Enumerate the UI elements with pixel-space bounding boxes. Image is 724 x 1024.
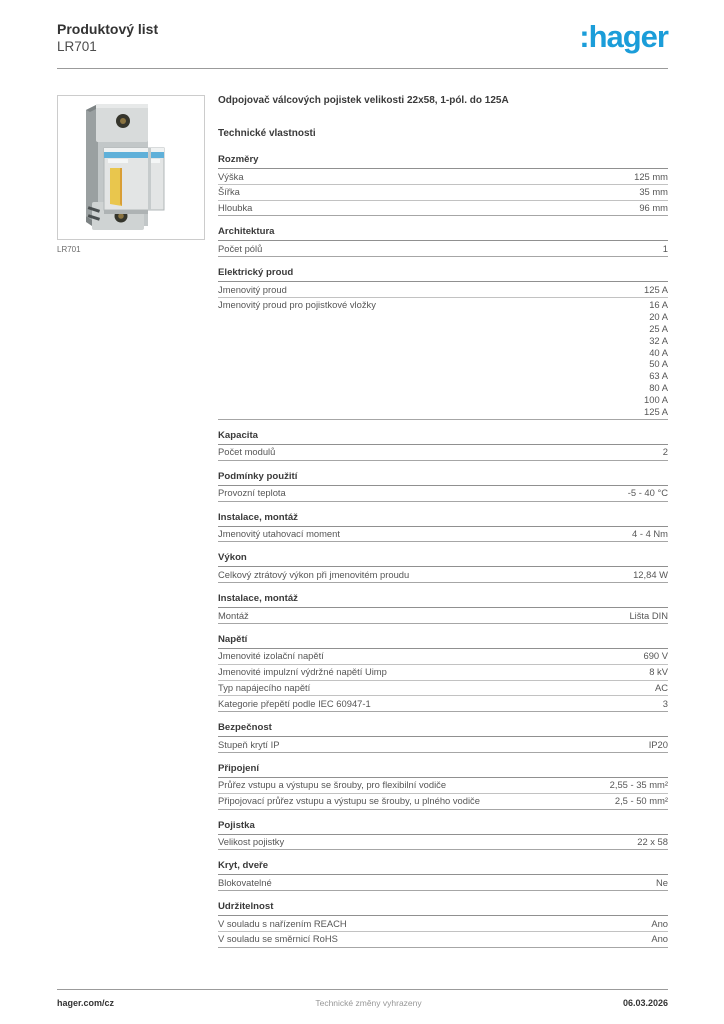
spec-row [218,737,668,753]
section-heading: Instalace, montáž [218,593,668,608]
spec-row-value [651,933,668,945]
tech-properties-heading: Technické vlastnosti [218,128,316,139]
spec-row-label: Jmenovitý proud [218,283,287,295]
spec-row-value [637,836,668,848]
header-divider [57,68,668,69]
spec-row [218,608,668,624]
spec-row-label: Typ napájecího napětí [218,682,311,694]
spec-section [218,634,668,712]
spec-value-line: 100 A [644,393,668,405]
spec-row-label: Montáž [218,609,249,621]
spec-value-line: -5 - 40 °C [627,487,668,499]
spec-row-label: Šířka [218,186,240,198]
spec-row [218,916,668,932]
spec-value-line: 2,55 - 35 mm² [609,779,668,791]
section-heading: Výkon [218,552,668,567]
spec-value-line: 20 A [649,311,668,323]
spec-value-line: AC [654,682,668,694]
spec-row [218,201,668,217]
footer-notice: Technické změny vyhrazeny [315,998,422,1008]
spec-row [218,282,668,298]
spec-row [218,185,668,201]
section-heading: Instalace, montáž [218,512,668,527]
header [57,21,158,55]
spec-row-value [663,446,668,458]
product-code: LR701 [57,39,97,54]
spec-row [218,169,668,185]
spec-value-line: 80 A [649,382,668,394]
spec-section [218,763,668,810]
spec-value-line: 40 A [649,346,668,358]
spec-section [218,512,668,543]
spec-row-value [629,610,668,622]
page-title: Produktový list [57,21,159,37]
spec-value-line: 2 [662,446,668,458]
spec-row-label: Průřez vstupu a výstupu se šrouby, pro flexibilní vodiče [218,779,447,791]
spec-row [218,241,668,257]
spec-row-value [655,682,668,694]
spec-value-line: Ano [651,917,668,929]
spec-value-line: IP20 [648,738,668,750]
spec-value-line: 16 A [649,299,668,311]
hager-logo: :hager [579,19,668,54]
spec-row [218,567,668,583]
spec-value-line: 96 mm [639,202,668,214]
spec-sections [218,154,668,948]
spec-value-line: 125 A [644,405,668,417]
spec-row-label: Jmenovité impulzní výdržné napětí Uimp [218,666,387,678]
spec-row-label: V souladu s nařízením REACH [218,917,347,929]
spec-row-label: Počet pólů [218,242,263,254]
spec-row [218,794,668,810]
spec-row-label: Jmenovitý proud pro pojistkové vložky [218,299,376,311]
spec-row-value [649,739,668,751]
spec-value-line: 25 A [649,323,668,335]
section-heading: Kapacita [218,430,668,445]
product-image [57,95,205,240]
spec-value-line: 125 A [644,283,668,295]
spec-value-line: 4 - 4 Nm [632,528,668,540]
spec-row-label: Blokovatelné [218,876,272,888]
spec-value-line: Ne [656,876,668,888]
spec-value-line: 3 [662,697,668,709]
spec-value-line: 125 mm [634,170,668,182]
spec-row-label: Celkový ztrátový výkon při jmenovitém proudu [218,568,410,580]
spec-value-line: 63 A [649,370,668,382]
spec-row-value [656,877,668,889]
spec-row-label: Výška [218,170,244,182]
spec-section [218,722,668,753]
spec-section [218,552,668,583]
section-heading: Rozměry [218,154,668,169]
spec-row-label: Jmenovité izolační napětí [218,650,324,662]
spec-section [218,226,668,257]
spec-row-value [644,650,669,662]
spec-row-value [663,698,668,710]
section-heading: Připojení [218,763,668,778]
spec-row-label: Jmenovitý utahovací moment [218,528,340,540]
section-heading: Udržitelnost [218,901,668,916]
spec-row-value [628,487,668,499]
spec-value-line: 50 A [649,358,668,370]
spec-row-value [615,795,668,807]
section-heading: Elektrický proud [218,267,668,282]
spec-value-line: Lišta DIN [629,609,668,621]
spec-row [218,486,668,502]
spec-row-value [633,569,668,581]
footer-website: hager.com/cz [57,998,115,1008]
spec-row-label: Velikost pojistky [218,836,285,848]
spec-row-label: Počet modulů [218,446,276,458]
spec-value-line: Ano [651,933,668,945]
spec-row [218,681,668,697]
spec-column [218,95,668,958]
spec-row-value [644,284,668,296]
spec-row [218,527,668,543]
section-heading: Kryt, dveře [218,860,668,875]
spec-row-value [663,243,668,255]
footer-divider [57,989,668,990]
spec-row-value [649,666,668,678]
spec-value-line: 35 mm [639,186,668,198]
footer-date: 06.03.2026 [622,998,668,1008]
spec-row [218,696,668,712]
spec-section [218,267,668,420]
spec-row-value [634,171,668,183]
section-heading: Architektura [218,226,668,241]
product-title: Odpojovač válcových pojistek velikosti 22x58, 1-pól. do 125A [218,95,509,106]
spec-row-label: V souladu se směrnicí RoHS [218,933,338,945]
product-image-caption: LR701 [57,245,81,254]
spec-section [218,154,668,216]
spec-value-line: 1 [662,242,668,254]
spec-row [218,298,668,420]
section-heading: Napětí [218,634,668,649]
spec-row-label: Kategorie přepětí podle IEC 60947-1 [218,697,371,709]
section-heading: Bezpečnost [218,722,668,737]
spec-value-line: 2,5 - 50 mm² [614,795,668,807]
spec-row-label: Hloubka [218,202,253,214]
spec-row-value [632,528,668,540]
spec-row [218,835,668,851]
spec-row-value [639,186,668,198]
product-image-column [57,95,205,254]
spec-row-value [610,779,668,791]
spec-row [218,649,668,665]
spec-row-value [651,918,668,930]
spec-row-value [639,202,668,214]
spec-row [218,665,668,681]
footer [57,998,668,1008]
spec-row [218,445,668,461]
spec-row-label: Připojovací průřez vstupu a výstupu se šrouby, u plného vodiče [218,795,480,807]
spec-row [218,778,668,794]
spec-row [218,932,668,948]
spec-section [218,471,668,502]
section-heading: Pojistka [218,820,668,835]
spec-section [218,820,668,851]
spec-section [218,430,668,461]
spec-section [218,860,668,891]
spec-row-value [644,299,668,417]
spec-value-line: 690 V [643,650,668,662]
spec-value-line: 22 x 58 [637,836,668,848]
spec-row-label: Provozní teplota [218,487,286,499]
spec-row [218,875,668,891]
spec-section [218,593,668,624]
spec-section [218,901,668,948]
fuse-holder-illustration [58,96,204,239]
spec-value-line: 32 A [649,334,668,346]
section-heading: Podmínky použití [218,471,668,486]
spec-row-label: Stupeň krytí IP [218,738,280,750]
spec-value-line: 8 kV [649,666,668,678]
spec-value-line: 12,84 W [633,568,668,580]
